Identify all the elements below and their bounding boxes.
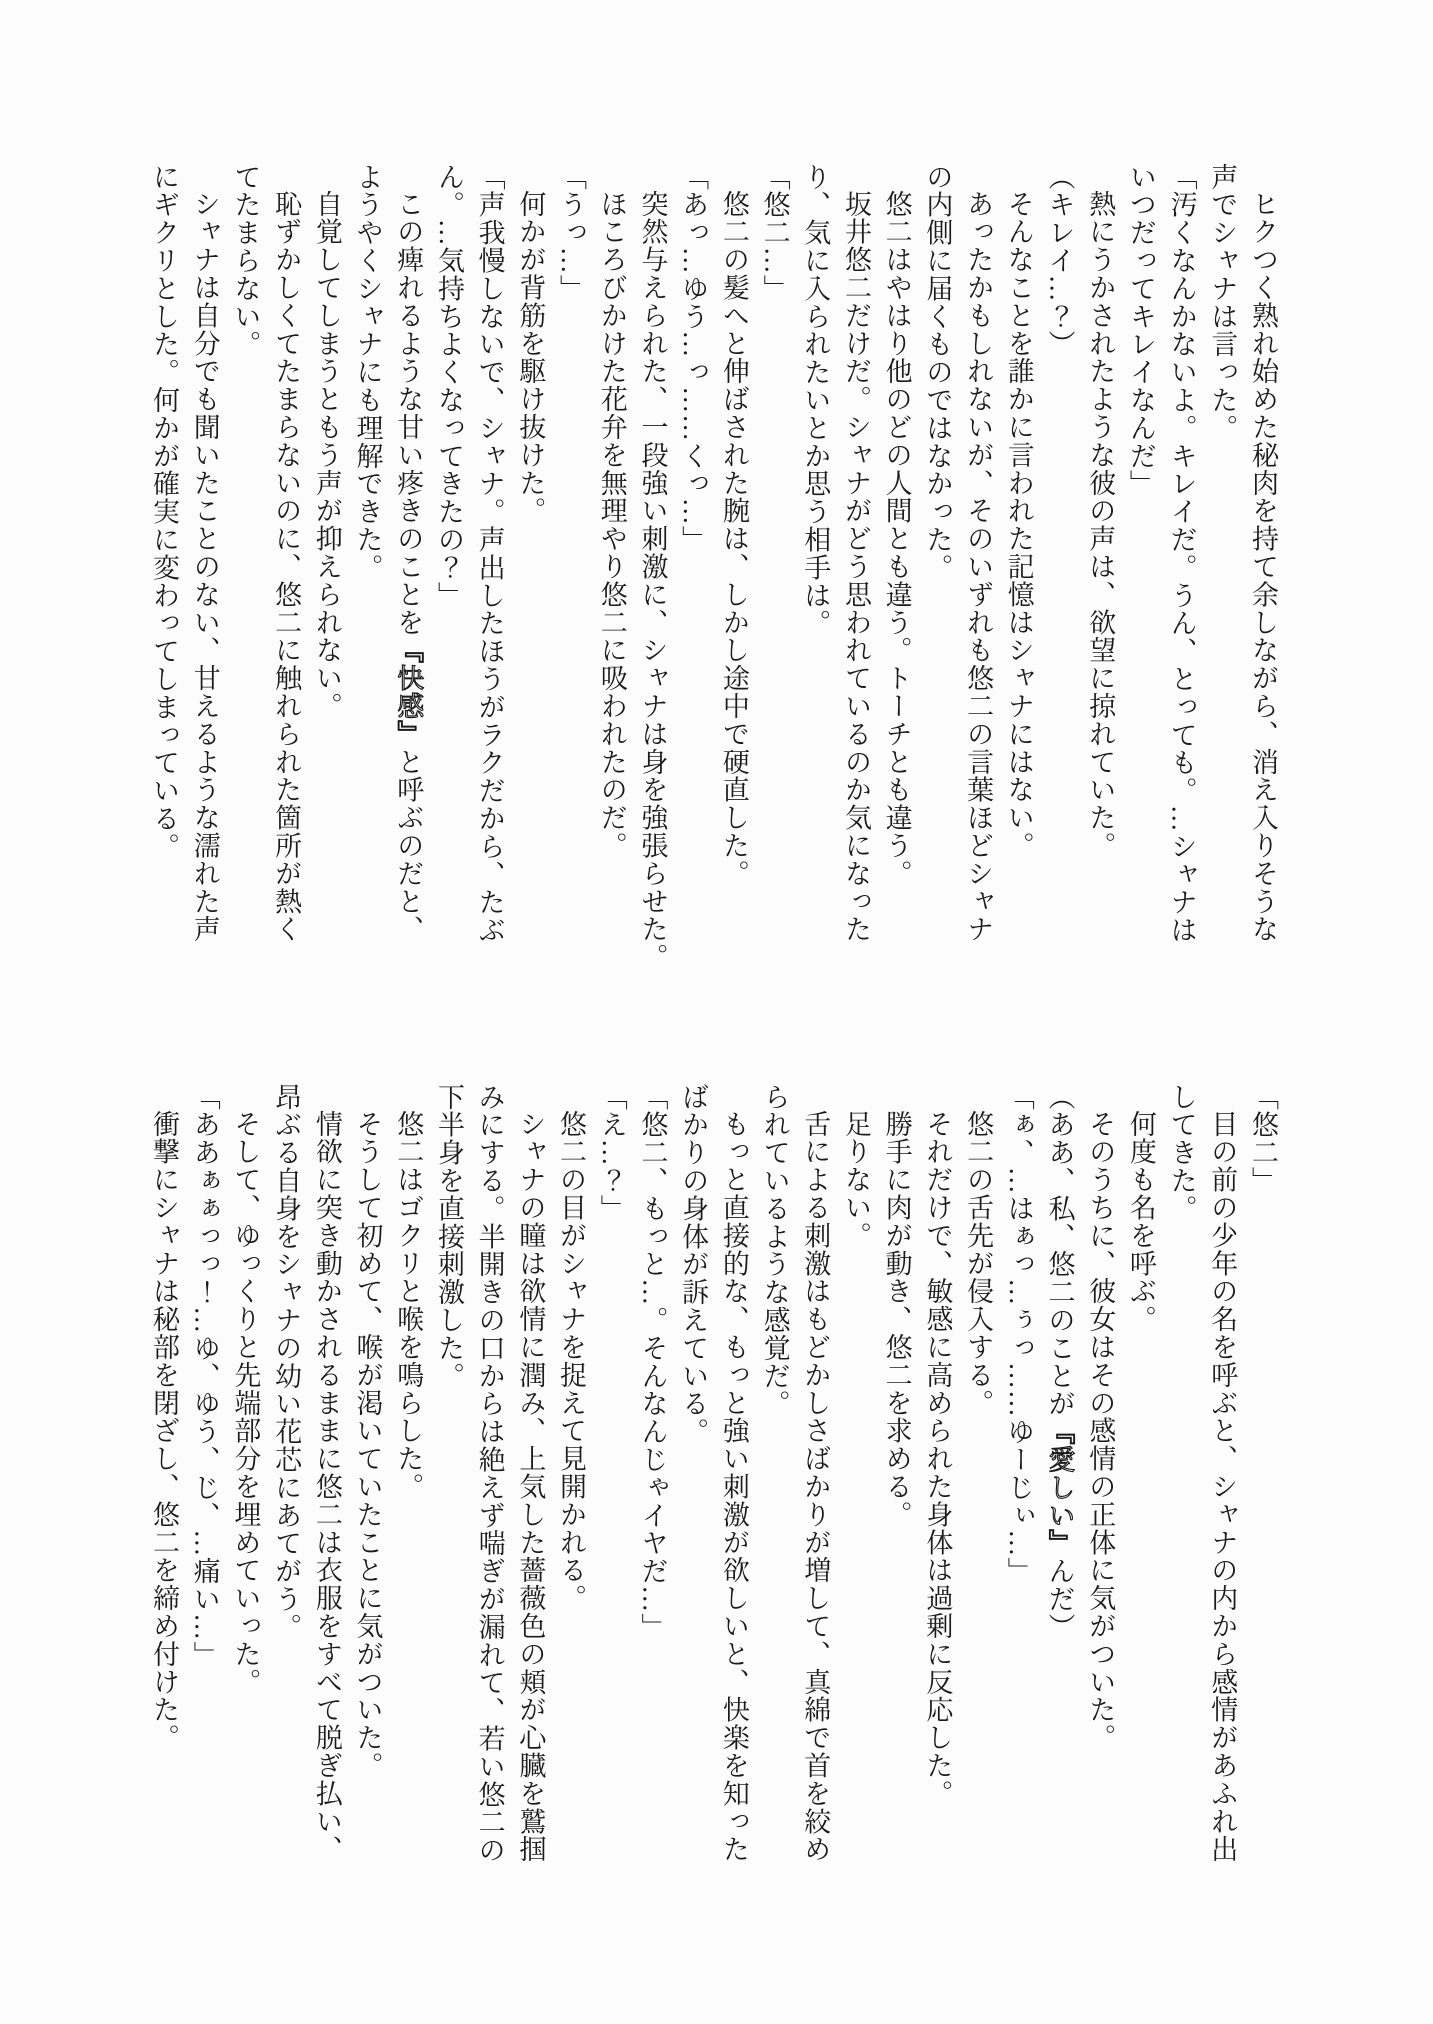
text-segment: 坂井悠二だけだ。シャナがどう思われているのか気になった	[840, 190, 871, 944]
text-column	[184, 1083, 225, 1883]
text-segment: 「悠二」	[1248, 1083, 1278, 1195]
text-segment: 突然与えられた、一段強い刺激に、シャナは身を強張らせた。	[637, 190, 668, 972]
text-segment: 悠二の舌先が侵入する。	[963, 1110, 994, 1417]
text-column	[143, 1083, 184, 1883]
text-segment: 熱にうかされたような彼の声は、欲望に掠れていた。	[1085, 190, 1116, 860]
text-segment: 舌による刺激はもどかしさばかりが増して、真綿で首を絞め	[800, 1110, 831, 1864]
text-segment: 悠二の目がシャナを捉えて見開かれる。	[556, 1110, 587, 1613]
emphasized-outline-text: 『愛しい』	[1044, 1417, 1075, 1558]
text-segment: 情欲に突き動かされるままに悠二は衣服をすべて脱ぎ払い、	[311, 1110, 342, 1864]
text-segment: してきた。	[1166, 1083, 1197, 1223]
text-column	[388, 163, 429, 963]
text-segment: それだけで、敏感に高められた身体は過剰に反応した。	[922, 1110, 953, 1808]
text-segment: いつだってキレイなんだ」	[1125, 163, 1156, 498]
text-column	[998, 1083, 1039, 1883]
text-column	[713, 163, 754, 963]
text-segment: ようやくシャナにも理解できた。	[352, 163, 383, 582]
text-segment: この痺れるような甘い疼きのことを	[393, 190, 424, 637]
text-segment: 昂ぶる自身をシャナの幼い花芯にあてがう。	[271, 1083, 302, 1641]
text-column	[876, 163, 917, 963]
text-segment: ん。…気持ちよくなってきたの？」	[433, 163, 464, 610]
text-segment: にギクリとした。何かが確実に変わってしまっている。	[149, 163, 180, 861]
text-segment: 自覚してしまうともう声が抑えられない。	[311, 190, 342, 721]
text-column	[428, 1083, 469, 1883]
text-segment: 「悠二…」	[759, 163, 790, 303]
text-column	[917, 163, 958, 963]
text-segment: 悠二はやはり他のどの人間とも違う。トーチとも違う。	[881, 190, 912, 888]
text-segment: （キレイ…？）	[1044, 163, 1075, 359]
text-column	[835, 163, 876, 963]
text-segment: 「うっ…」	[556, 163, 587, 303]
text-column	[469, 1083, 510, 1883]
text-column	[957, 163, 998, 963]
emphasized-outline-text: 『快感』	[393, 636, 424, 749]
text-column	[550, 1083, 591, 1883]
text-segment: 「悠二、もっと…。そんなんじゃイヤだ…」	[637, 1083, 668, 1641]
vertical-text-block-bottom	[143, 1083, 1283, 1883]
text-column	[510, 163, 551, 963]
text-column	[795, 163, 836, 963]
text-segment: 「ああぁぁっっ！…ゆ、ゆう、じ、…痛い…」	[189, 1083, 220, 1669]
text-column	[1120, 1083, 1161, 1883]
text-segment: てたまらない。	[230, 163, 261, 359]
text-column	[998, 163, 1039, 963]
text-column	[225, 163, 266, 963]
text-segment: 「え…？」	[596, 1083, 627, 1223]
text-column	[754, 1083, 795, 1883]
text-segment: そんなことを誰かに言われた記憶はシャナにはない。	[1003, 190, 1034, 860]
text-column	[388, 1083, 429, 1883]
text-segment: 声でシャナは言った。	[1207, 163, 1238, 442]
text-segment: 「汚くなんかないよ。キレイだ。うん、とっても。…シャナは	[1166, 163, 1197, 945]
text-column	[428, 163, 469, 963]
text-column	[591, 163, 632, 963]
text-column	[1242, 1083, 1283, 1883]
text-segment: そして、ゆっくりと先端部分を埋めていった。	[230, 1110, 261, 1696]
text-column	[469, 163, 510, 963]
text-segment: 「あっ…ゆう…っ……くっ…」	[678, 163, 709, 554]
text-column	[754, 163, 795, 963]
text-segment: 勝手に肉が動き、悠二を求める。	[881, 1110, 912, 1529]
text-column	[672, 163, 713, 963]
text-segment: そうして初めて、喉が渇いていたことに気がついた。	[352, 1110, 383, 1780]
text-segment: られているような感覚だ。	[759, 1083, 790, 1418]
text-column	[347, 163, 388, 963]
text-column	[591, 1083, 632, 1883]
text-column	[1039, 163, 1080, 963]
text-column	[347, 1083, 388, 1883]
text-segment: 下半身を直接刺激した。	[433, 1083, 464, 1390]
text-segment: みにする。半開きの口からは絶えず喘ぎが漏れて、若い悠二の	[474, 1083, 505, 1865]
text-column	[672, 1083, 713, 1883]
text-column	[1242, 163, 1283, 963]
text-segment: そのうちに、彼女はその感情の正体に気がついた。	[1085, 1110, 1116, 1752]
text-column	[713, 1083, 754, 1883]
text-segment: り、気に入られたいとか思う相手は。	[800, 163, 831, 638]
text-column	[306, 1083, 347, 1883]
text-segment: もっと直接的な、もっと強い刺激が欲しいと、快楽を知った	[718, 1110, 749, 1864]
text-segment: 足りない。	[840, 1110, 871, 1250]
text-column	[1202, 1083, 1243, 1883]
text-column	[1161, 1083, 1202, 1883]
text-segment: シャナの瞳は欲情に潤み、上気した薔薇色の頬が心臓を鷲掴	[515, 1110, 546, 1864]
vertical-text-block-top	[143, 163, 1283, 972]
text-segment: 何かが背筋を駆け抜けた。	[515, 190, 546, 525]
text-segment: と呼ぶのだと、	[393, 748, 424, 944]
text-column	[1161, 163, 1202, 963]
text-segment: 「ぁ、…はぁっ…ぅっ……ゆーじぃ…」	[1003, 1083, 1034, 1586]
text-segment: んだ）	[1044, 1557, 1075, 1642]
text-segment: 悠二はゴクリと喉を鳴らした。	[393, 1110, 424, 1501]
text-segment: の内側に届くものではなかった。	[922, 163, 953, 582]
text-column	[1039, 1083, 1080, 1883]
text-column	[876, 1083, 917, 1883]
text-segment: 目の前の少年の名を呼ぶと、シャナの内から感情があふれ出	[1207, 1110, 1238, 1864]
text-segment: ほころびかけた花弁を無理やり悠二に吸われたのだ。	[596, 190, 627, 860]
text-column	[917, 1083, 958, 1883]
text-column	[1120, 163, 1161, 963]
text-column	[957, 1083, 998, 1883]
text-segment: ばかりの身体が訴えている。	[678, 1083, 709, 1446]
text-column	[225, 1083, 266, 1883]
text-column	[265, 1083, 306, 1883]
text-column	[632, 163, 673, 972]
text-column	[306, 163, 347, 963]
text-column	[550, 163, 591, 963]
text-column	[632, 1083, 673, 1883]
text-segment: シャナは自分でも聞いたことのない、甘えるような濡れた声	[189, 190, 220, 944]
text-column	[1079, 1083, 1120, 1883]
text-column	[1079, 163, 1120, 963]
text-column	[1202, 163, 1243, 963]
text-segment: 恥ずかしくてたまらないのに、悠二に触れられた箇所が熱く	[271, 190, 302, 944]
text-segment: 衝撃にシャナは秘部を閉ざし、悠二を締め付けた。	[149, 1110, 180, 1752]
text-column	[835, 1083, 876, 1883]
text-segment: 何度も名を呼ぶ。	[1125, 1110, 1156, 1334]
text-segment: 悠二の髪へと伸ばされた腕は、しかし途中で硬直した。	[718, 190, 749, 888]
text-column	[184, 163, 225, 963]
text-column	[795, 1083, 836, 1883]
text-segment: ヒクつく熟れ始めた秘肉を持て余しながら、消え入りそうな	[1248, 190, 1278, 944]
text-segment: 「声我慢しないで、シャナ。声出したほうがラクだから、たぶ	[474, 163, 505, 945]
text-column	[265, 163, 306, 963]
text-column	[510, 1083, 551, 1883]
text-segment: （ああ、私、悠二のことが	[1044, 1083, 1075, 1418]
text-segment: あったかもしれないが、そのいずれも悠二の言葉ほどシャナ	[963, 190, 994, 944]
text-column	[143, 163, 184, 963]
